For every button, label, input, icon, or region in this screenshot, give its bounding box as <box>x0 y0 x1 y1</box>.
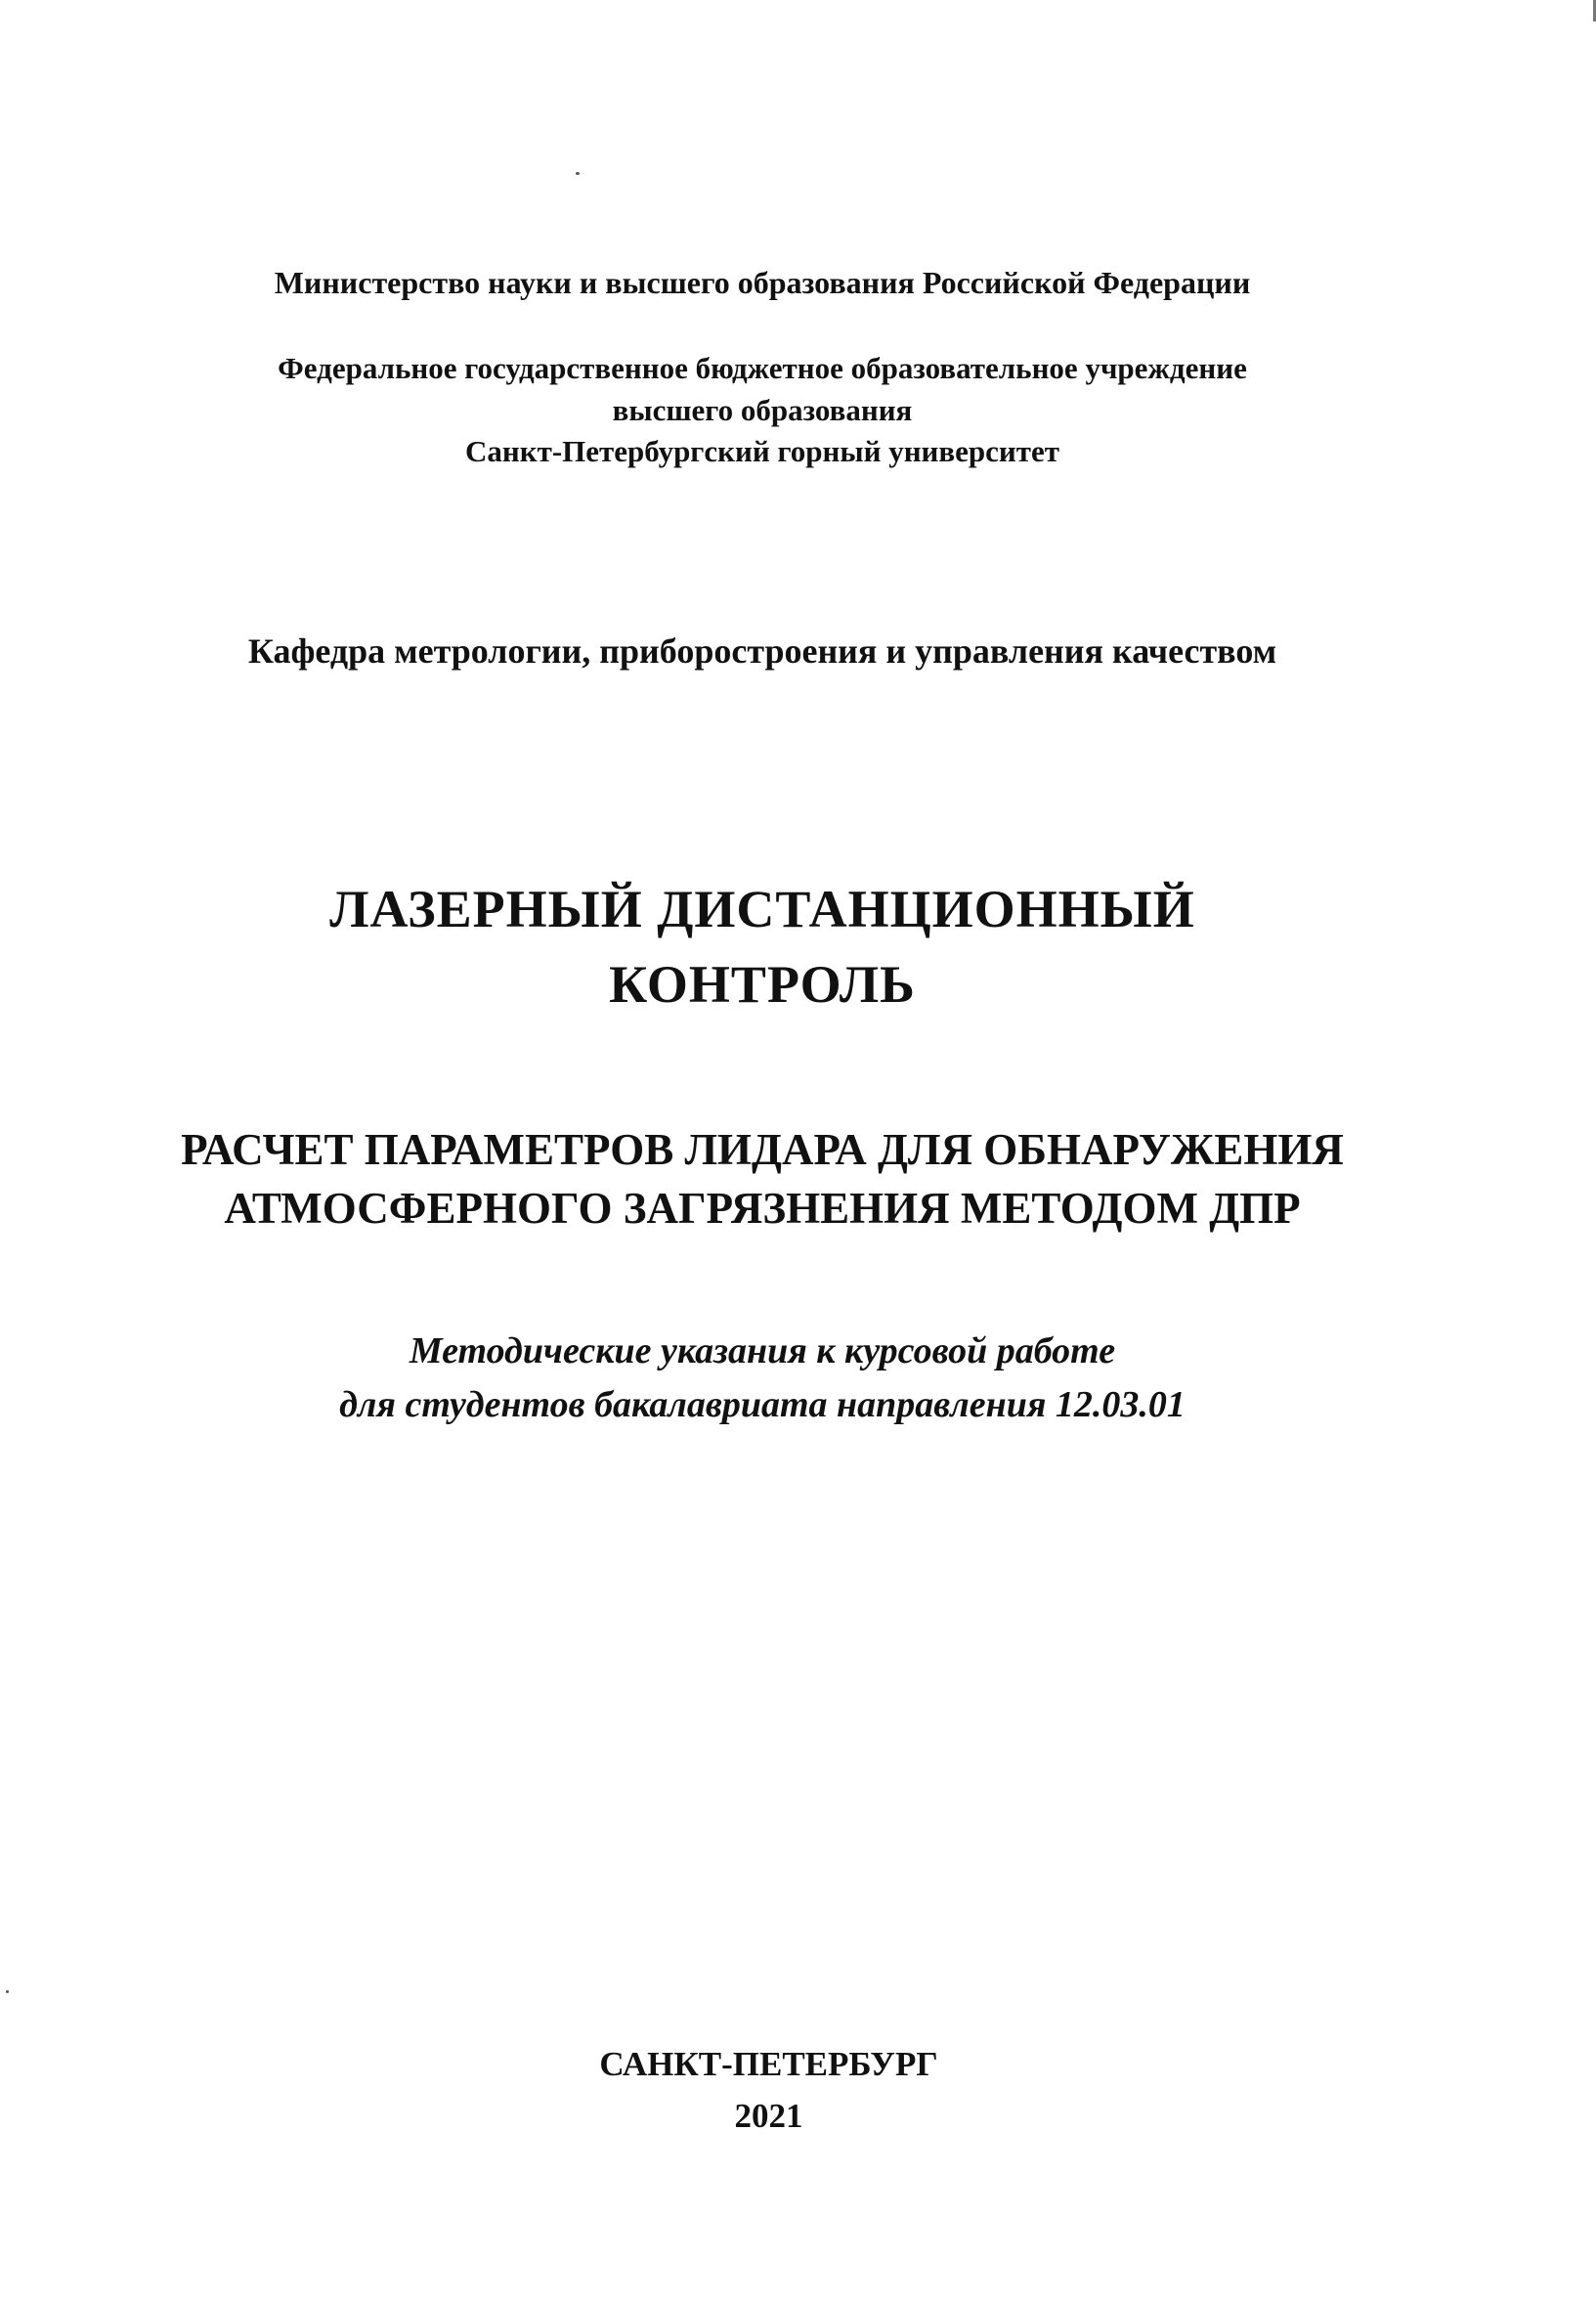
document-title: КОНТРОЛЬ <box>609 955 916 1014</box>
university-name: Санкт-Петербургский горный университет <box>464 434 1059 468</box>
publication-city: САНКТ-ПЕТЕРБУРГ <box>599 2045 938 2083</box>
document-subtitle: РАСЧЕТ ПАРАМЕТРОВ ЛИДАРА ДЛЯ ОБНАРУЖЕНИЯ <box>181 1125 1344 1174</box>
document-title: ЛАЗЕРНЫЙ ДИСТАНЦИОННЫЙ <box>329 880 1195 938</box>
scan-speck <box>576 172 580 175</box>
document-subtitle: АТМОСФЕРНОГО ЗАГРЯЗНЕНИЯ МЕТОДОМ ДПР <box>224 1184 1301 1233</box>
document-description: Методические указания к курсовой работе <box>409 1330 1116 1371</box>
scan-speck <box>6 1990 9 1993</box>
ministry-name: Министерство науки и высшего образования Российской Федерации <box>274 265 1251 300</box>
institution-line: Федеральное государственное бюджетное образовательное учреждение <box>278 351 1247 385</box>
department-name: Кафедра метрологии, приборостроения и управления качеством <box>247 631 1277 671</box>
publication-year: 2021 <box>734 2097 803 2135</box>
document-description: для студентов бакалавриата направления 12.03.01 <box>339 1384 1186 1425</box>
institution-line: высшего образования <box>612 393 913 427</box>
